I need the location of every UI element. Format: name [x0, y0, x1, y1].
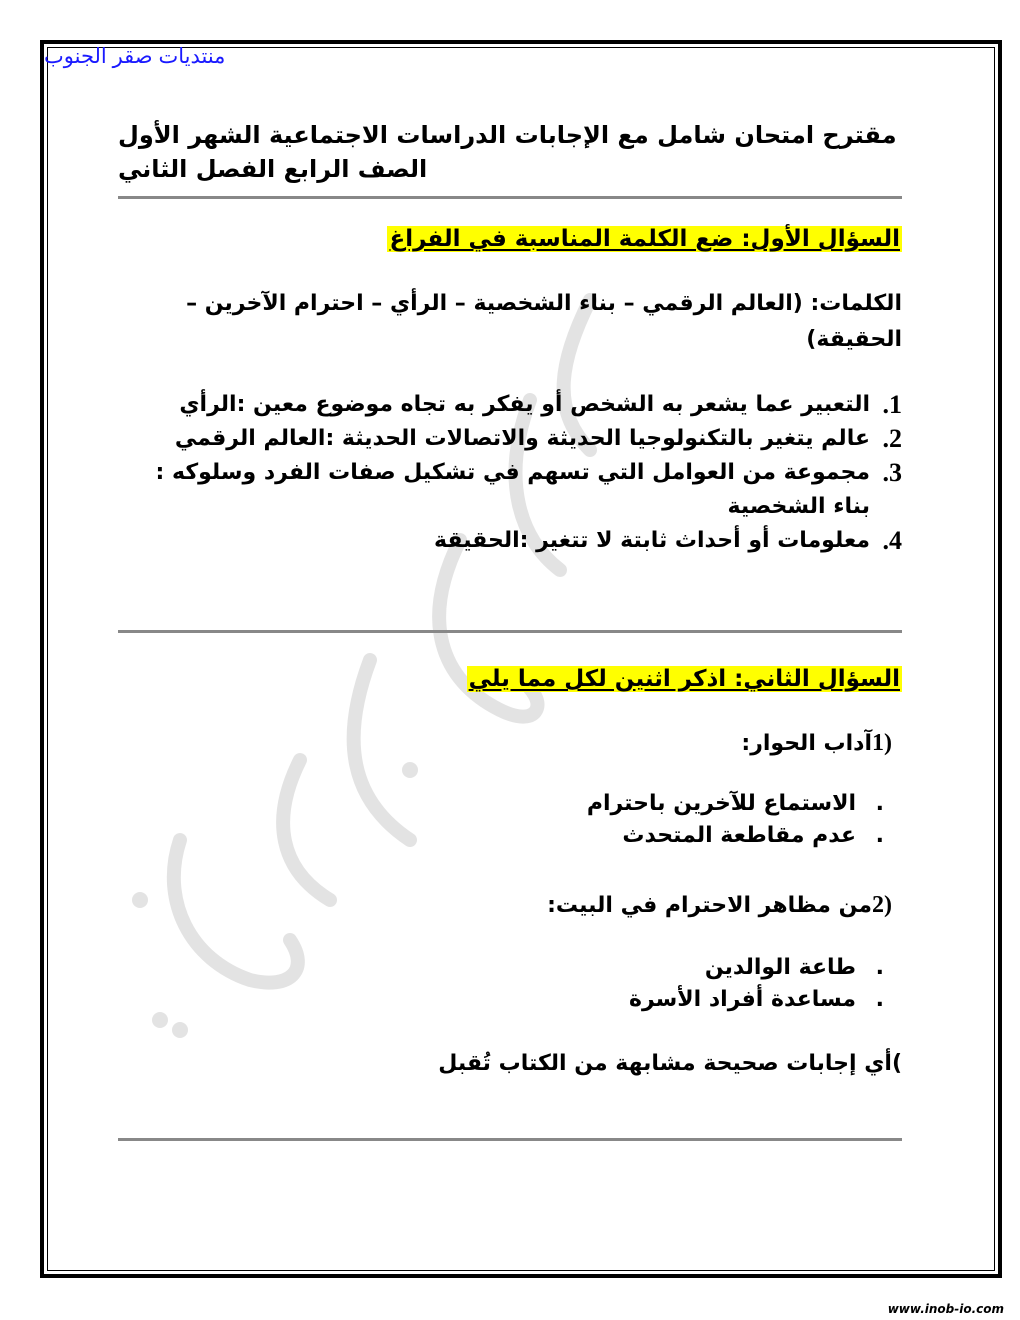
section-marker: (1	[872, 730, 892, 756]
bullet-item	[629, 952, 892, 984]
answer-item	[118, 524, 902, 558]
answer-item	[118, 388, 902, 422]
answer-item	[118, 422, 902, 456]
section-2-bullets	[629, 952, 892, 1016]
title-line-2: الصف الرابع الفصل الثاني	[118, 155, 428, 183]
question-1-heading	[387, 224, 902, 254]
answer-text: التعبير عما يشعر به الشخص أو يفكر به تجاه موضوع معين :الرأي	[179, 392, 870, 417]
forum-name: منتديات صقر الجنوب	[44, 45, 226, 68]
document-title	[118, 118, 902, 186]
answer-text: عالم يتغير بالتكنولوجيا الحديثة والاتصالات الحديثة :العالم الرقمي	[174, 426, 870, 451]
answer-number: 3.	[882, 458, 902, 487]
answer-item	[118, 456, 902, 524]
bullet-dot: .	[875, 955, 884, 980]
answer-number: 2.	[882, 424, 902, 453]
section-marker: (2	[872, 892, 892, 918]
question-2-heading-text: السؤال الثاني: اذكر اثنين لكل مما يلي	[468, 666, 900, 692]
answer-number: 1.	[882, 390, 902, 419]
answer-text: معلومات أو أحداث ثابتة لا تتغير :الحقيقة	[434, 528, 870, 553]
section-1-bullets	[587, 788, 892, 852]
bullet-dot: .	[875, 987, 884, 1012]
section-title: آداب الحوار:	[741, 731, 872, 756]
answer-number: 4.	[882, 526, 902, 555]
bullet-dot: .	[875, 791, 884, 816]
bullet-item	[587, 788, 892, 820]
divider-top	[118, 196, 902, 199]
bullet-dot: .	[875, 823, 884, 848]
bullet-text: الاستماع للآخرين باحترام	[586, 791, 856, 816]
title-line-1: مقترح امتحان شامل مع الإجابات الدراسات الاجتماعية الشهر الأول	[118, 121, 897, 149]
footer-url[interactable]: www.inob-io.com	[887, 1302, 1004, 1316]
question-1-heading-text: السؤال الأول: ضع الكلمة المناسبة في الفراغ	[389, 226, 900, 252]
bullet-item	[629, 984, 892, 1016]
question-2-heading	[467, 664, 902, 694]
section-title: من مظاهر الاحترام في البيت:	[547, 893, 872, 918]
bullet-item	[587, 820, 892, 852]
question-1-answers	[118, 388, 902, 558]
bullet-text: طاعة الوالدين	[704, 955, 856, 980]
acceptance-note: )أي إجابات صحيحة مشابهة من الكتاب تُقبل	[438, 1051, 902, 1076]
divider-middle	[118, 630, 902, 633]
bullet-text: مساعدة أفراد الأسرة	[628, 987, 856, 1012]
section-1-heading	[741, 728, 892, 759]
word-bank: الكلمات: (العالم الرقمي – بناء الشخصية – الرأي – احترام الآخرين – الحقيقة)	[186, 291, 902, 352]
answer-text: مجموعة من العوامل التي تسهم في تشكيل صفات الفرد وسلوكه : بناء الشخصية	[155, 460, 870, 519]
divider-bottom	[118, 1138, 902, 1141]
section-2-heading	[547, 890, 892, 921]
bullet-text: عدم مقاطعة المتحدث	[622, 823, 856, 848]
